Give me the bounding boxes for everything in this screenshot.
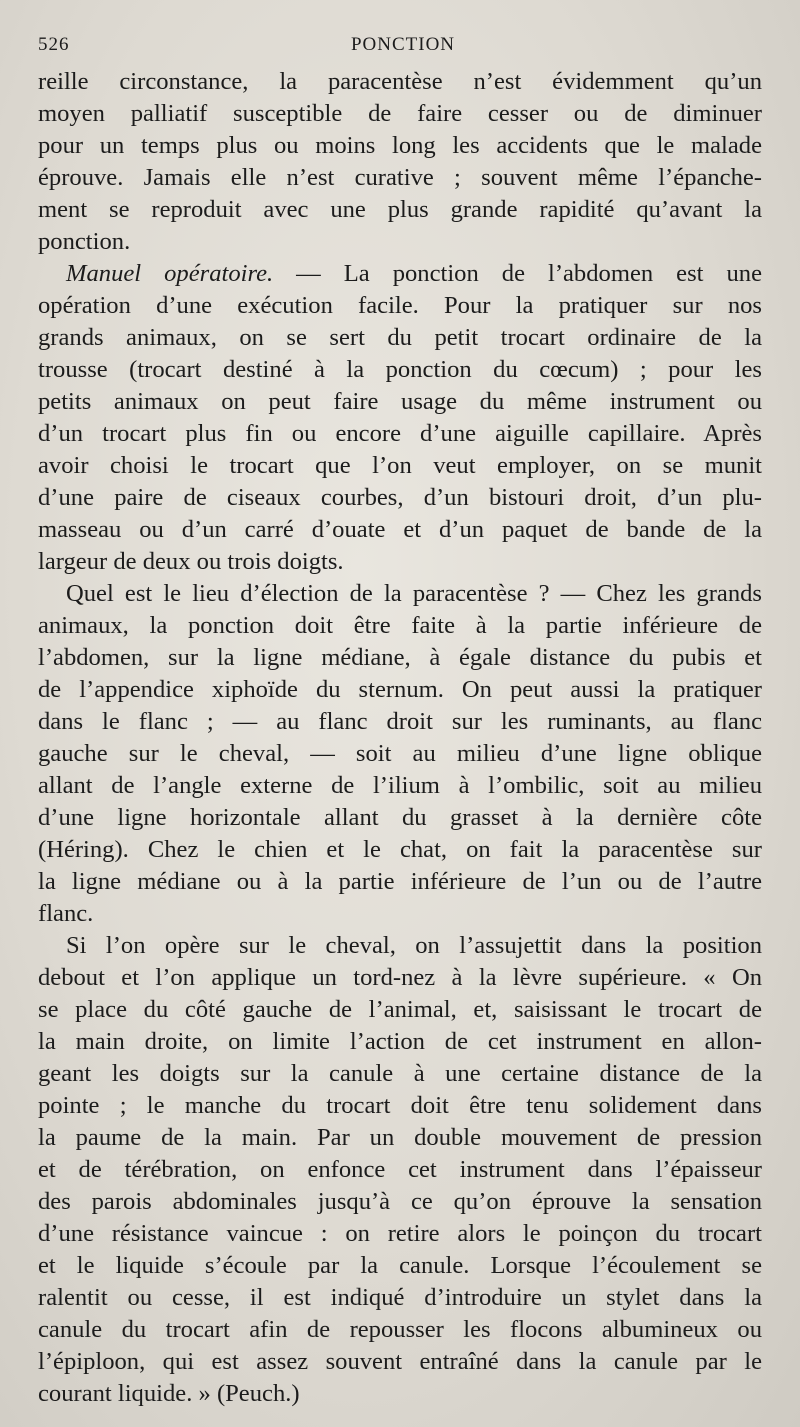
text-line: allant de l’angle externe de l’ilium à l’ombilic, soit au milieu	[38, 772, 762, 799]
text-line: masseau ou d’un carré d’ouate et d’un paquet de bande de la	[38, 516, 762, 543]
text-line: des parois abdominales jusqu’à ce qu’on éprouve la sensation	[38, 1188, 762, 1215]
text-line: animaux, la ponction doit être faite à la partie inférieure de	[38, 612, 762, 639]
text-line: Si l’on opère sur le cheval, on l’assujettit dans la position	[66, 932, 762, 959]
text-line: debout et l’on applique un tord-nez à la lèvre supérieure. « On	[38, 964, 762, 991]
text-line: reille circonstance, la paracentèse n’est évidemment qu’un	[38, 68, 762, 95]
text-line: la main droite, on limite l’action de cet instrument en allon-	[38, 1028, 762, 1055]
paragraph-2	[38, 258, 762, 578]
text-line: d’un trocart plus fin ou encore d’une aiguille capillaire. Après	[38, 420, 762, 447]
text-line: ponction.	[38, 228, 131, 255]
text-line: d’une ligne horizontale allant du grasset à la dernière côte	[38, 804, 762, 831]
body-text	[38, 66, 762, 1410]
text-line: moyen palliatif susceptible de faire cesser ou de diminuer	[38, 100, 762, 127]
text-line: largeur de deux ou trois doigts.	[38, 548, 344, 575]
running-head: PONCTION	[350, 34, 456, 55]
text-line: pour un temps plus ou moins long les accidents que le malade	[38, 132, 762, 159]
text-line: flanc.	[38, 900, 94, 927]
text-line: avoir choisi le trocart que l’on veut employer, on se munit	[38, 452, 762, 479]
paragraph-3	[38, 578, 762, 930]
text-line: dans le flanc ; — au flanc droit sur les ruminants, au flanc	[38, 708, 762, 735]
paragraph-4	[38, 930, 762, 1410]
text-line: se place du côté gauche de l’animal, et, saisissant le trocart de	[38, 996, 762, 1023]
text-line: éprouve. Jamais elle n’est curative ; souvent même l’épanche-	[38, 164, 762, 191]
text-line: petits animaux on peut faire usage du même instrument ou	[38, 388, 762, 415]
text-line: la paume de la main. Par un double mouvement de pression	[38, 1124, 762, 1151]
text-line: canule du trocart afin de repousser les flocons albumineux ou	[38, 1316, 762, 1343]
text-line: pointe ; le manche du trocart doit être tenu solidement dans	[38, 1092, 762, 1119]
text-line: Quel est le lieu d’élection de la paracentèse ? — Chez les grands	[66, 580, 762, 607]
text-line: opération d’une exécution facile. Pour la pratiquer sur nos	[38, 292, 762, 319]
section-heading: Manuel opératoire.	[66, 260, 274, 287]
page-header	[38, 34, 768, 60]
text-line: gauche sur le cheval, — soit au milieu d’une ligne oblique	[38, 740, 762, 767]
text-line: ralentit ou cesse, il est indiqué d’introduire un stylet dans la	[38, 1284, 762, 1311]
text-line: et de térébration, on enfonce cet instrument dans l’épaisseur	[38, 1156, 762, 1183]
text-line: courant liquide. » (Peuch.)	[38, 1380, 300, 1407]
text-line: geant les doigts sur la canule à une certaine distance de la	[38, 1060, 762, 1087]
text-line: l’épiploon, qui est assez souvent entraîné dans la canule par le	[38, 1348, 762, 1375]
text-line: l’abdomen, sur la ligne médiane, à égale distance du pubis et	[38, 644, 762, 671]
text-line: d’une résistance vaincue : on retire alors le poinçon du trocart	[38, 1220, 762, 1247]
text-line: (Héring). Chez le chien et le chat, on fait la paracentèse sur	[38, 836, 762, 863]
text-line: ment se reproduit avec une plus grande rapidité qu’avant la	[38, 196, 762, 223]
text-line: grands animaux, on se sert du petit trocart ordinaire de la	[38, 324, 762, 351]
text-line: la ligne médiane ou à la partie inférieure de l’un ou de l’autre	[38, 868, 762, 895]
text-line: d’une paire de ciseaux courbes, d’un bistouri droit, d’un plu-	[38, 484, 762, 511]
page-number: 526	[38, 34, 70, 55]
text-line: trousse (trocart destiné à la ponction du cœcum) ; pour les	[38, 356, 762, 383]
paragraph-1	[38, 66, 762, 258]
text-line-tail: — La ponction de l’abdomen est une	[273, 260, 762, 287]
text-line: de l’appendice xiphoïde du sternum. On peut aussi la pratiquer	[38, 676, 762, 703]
text-line-with-heading	[38, 258, 762, 290]
text-line: et le liquide s’écoule par la canule. Lorsque l’écoulement se	[38, 1252, 762, 1279]
